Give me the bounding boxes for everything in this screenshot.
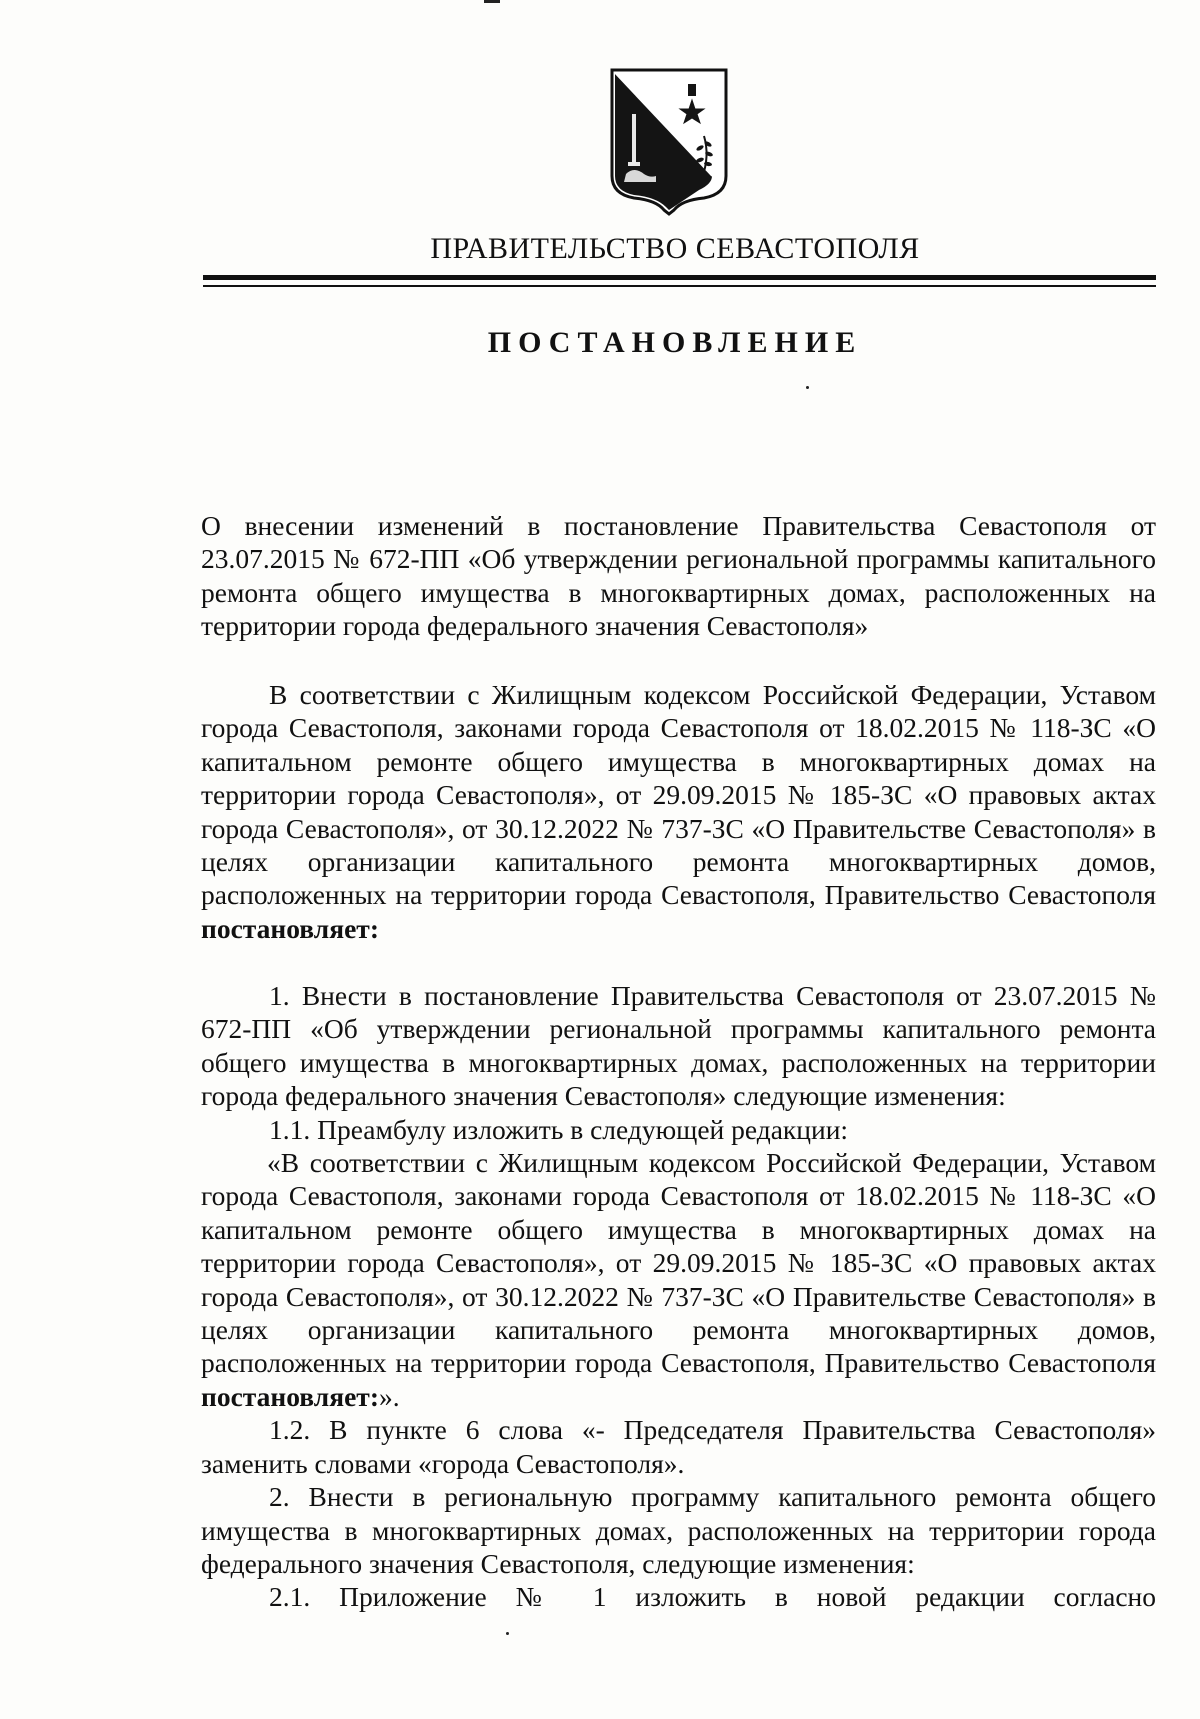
- quote-text: «В соответствии с Жилищным кодексом Российской Федерации, Уставом города Севастополя, законами города Севастополя от 18.02.2015 № 118-ЗС «О капитальном ремонте общего имущества в многоквартирных домах на территории города Севастополя», от 29.09.2015 № 185-ЗС «О правовых актах города Севастополя», от 30.12.2022 № 737-ЗС «О Правительстве Севастополя» в целях организации капитального ремонта многоквартирных домов, расположенных на территории города Севастополя, Правительство Севастополя: [201, 1147, 1156, 1379]
- preamble-paragraph: [201, 678, 1156, 945]
- scan-speck: [506, 1632, 509, 1635]
- organization-title: ПРАВИТЕЛЬСТВО СЕВАСТОПОЛЯ: [430, 232, 920, 265]
- quote-decree-word: постановляет:: [201, 1380, 379, 1412]
- subject-text: О внесении изменений в постановление Правительства Севастополя от 23.07.2015 № 672-ПП «Об утверждении региональной программы капитального ремонта общего имущества в многоквартирных домах, расположенных на территории города федерального значения Севастополя»: [201, 510, 1156, 642]
- header-rule-thick: [203, 275, 1156, 280]
- coat-of-arms-emblem: [604, 66, 734, 216]
- document-type-title: ПОСТАНОВЛЕНИЕ: [487, 326, 863, 359]
- quote-end: ».: [378, 1380, 400, 1412]
- preamble-text: В соответствии с Жилищным кодексом Российской Федерации, Уставом города Севастополя, законами города Севастополя от 18.02.2015 № 118-ЗС «О капитальном ремонте общего имущества в многоквартирных домах на территории города Севастополя», от 29.09.2015 № 185-ЗС «О правовых актах города Севастополя», от 30.12.2022 № 737-ЗС «О Правительстве Севастополя» в целях организации капитального ремонта многоквартирных домов, расположенных на территории города Севастополя, Правительство Севастополя: [201, 679, 1156, 911]
- scan-speck: [806, 386, 809, 389]
- decree-items: [201, 979, 1156, 1614]
- item-1-1-quote: [201, 1146, 1156, 1413]
- item-2: 2. Внести в региональную программу капитального ремонта общего имущества в многоквартирных домах, расположенных на территории города федерального значения Севастополя, следующие изменения:: [201, 1481, 1156, 1579]
- item-2-1: 2.1. Приложение № 1 изложить в новой редакции согласно: [269, 1581, 1156, 1613]
- document-subject: [201, 509, 1156, 643]
- item-1-1: 1.1. Преамбулу изложить в следующей редакции:: [269, 1113, 849, 1145]
- scan-mark: [484, 0, 500, 3]
- preamble-decree-word: постановляет:: [201, 912, 379, 944]
- header-rule-thin: [203, 285, 1156, 287]
- item-1: 1. Внести в постановление Правительства Севастополя от 23.07.2015 № 672-ПП «Об утверждении региональной программы капитального ремонта общего имущества в многоквартирных домах, расположенных на территории города федерального значения Севастополя» следующие изменения:: [201, 980, 1156, 1112]
- item-1-2: 1.2. В пункте 6 слова «- Председателя Правительства Севастополя» заменить словами «города Севастополя».: [201, 1414, 1156, 1479]
- preamble: [201, 678, 1156, 945]
